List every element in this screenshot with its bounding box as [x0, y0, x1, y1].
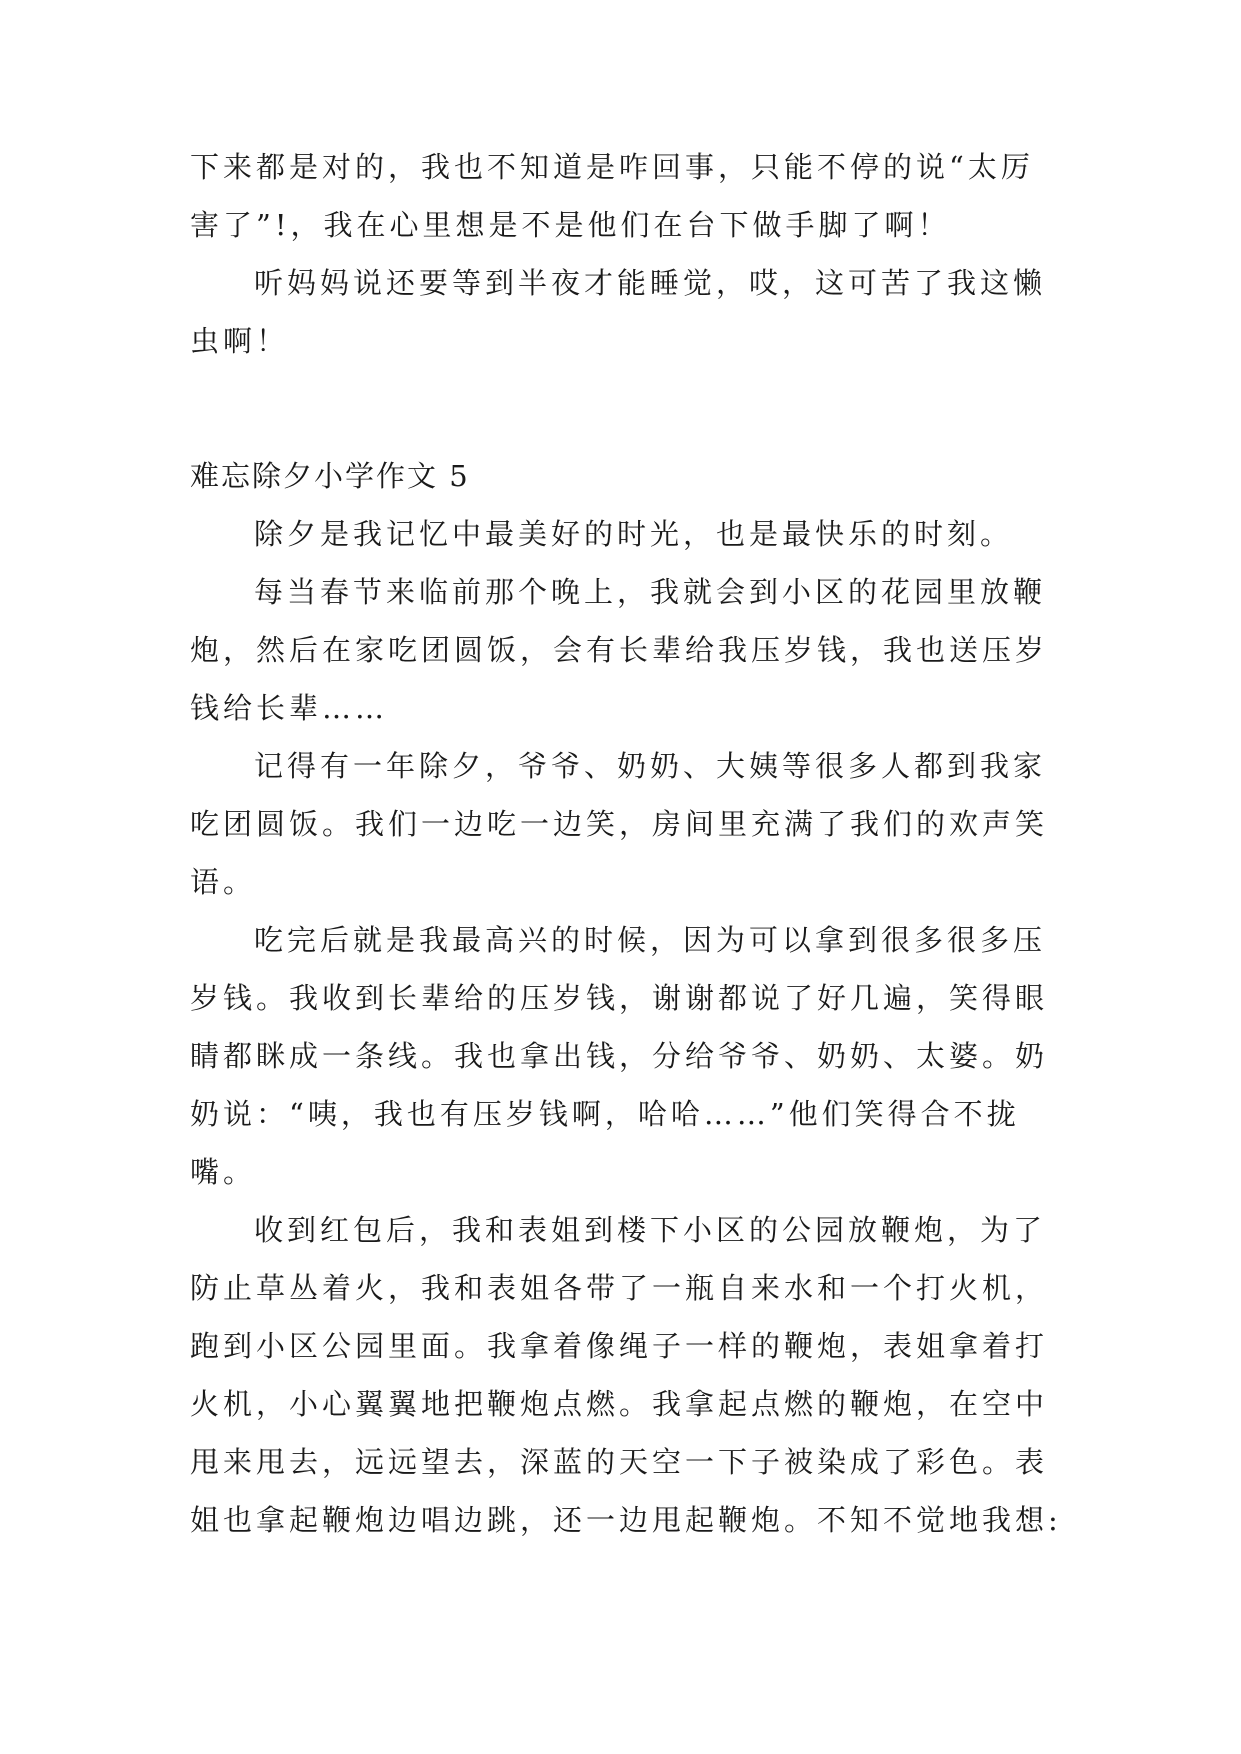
paragraph-line: 害了”!，我在心里想是不是他们在台下做手脚了啊！	[190, 208, 951, 242]
paragraph-line: 睛都眯成一条线。我也拿出钱，分给爷爷、奶奶、太婆。奶	[190, 1039, 1049, 1073]
paragraph-line: 火机，小心翼翼地把鞭炮点燃。我拿起点燃的鞭炮，在空中	[190, 1387, 1049, 1421]
paragraph-line: 语。	[190, 865, 257, 899]
paragraph-line: 炮，然后在家吃团圆饭，会有长辈给我压岁钱，我也送压岁	[190, 633, 1049, 667]
paragraph-line: 岁钱。我收到长辈给的压岁钱，谢谢都说了好几遍，笑得眼	[190, 981, 1049, 1015]
text-section-2	[190, 505, 1062, 1549]
section-heading: 难忘除夕小学作文 5	[190, 459, 470, 493]
paragraph-line: 每当春节来临前那个晚上，我就会到小区的花园里放鞭	[254, 575, 1047, 609]
paragraph-line: 跑到小区公园里面。我拿着像绳子一样的鞭炮，表姐拿着打	[190, 1329, 1049, 1363]
paragraph-line: 姐也拿起鞭炮边唱边跳，还一边甩起鞭炮。不知不觉地我想:	[190, 1503, 1062, 1537]
paragraph-line: 奶说：“咦，我也有压岁钱啊，哈哈……”他们笑得合不拢	[190, 1097, 1020, 1131]
paragraph-line: 防止草丛着火，我和表姐各带了一瓶自来水和一个打火机，	[190, 1271, 1049, 1305]
paragraph-line: 下来都是对的，我也不知道是咋回事，只能不停的说“太厉	[190, 150, 1034, 184]
paragraph-line: 虫啊！	[190, 324, 290, 358]
paragraph-line: 嘴。	[190, 1155, 257, 1189]
paragraph-line: 听妈妈说还要等到半夜才能睡觉，哎，这可苦了我这懒	[254, 266, 1047, 300]
paragraph-line: 甩来甩去，远远望去，深蓝的天空一下子被染成了彩色。表	[190, 1445, 1049, 1479]
paragraph-line: 吃完后就是我最高兴的时候，因为可以拿到很多很多压	[254, 923, 1047, 957]
paragraph-line: 除夕是我记忆中最美好的时光，也是最快乐的时刻。	[254, 517, 1014, 551]
paragraph-line: 吃团圆饭。我们一边吃一边笑，房间里充满了我们的欢声笑	[190, 807, 1049, 841]
paragraph-line: 收到红包后，我和表姐到楼下小区的公园放鞭炮，为了	[254, 1213, 1047, 1247]
text-section-1	[190, 138, 1050, 370]
paragraph-line: 记得有一年除夕，爷爷、奶奶、大姨等很多人都到我家	[254, 749, 1047, 783]
paragraph-line: 钱给长辈……	[190, 691, 389, 725]
